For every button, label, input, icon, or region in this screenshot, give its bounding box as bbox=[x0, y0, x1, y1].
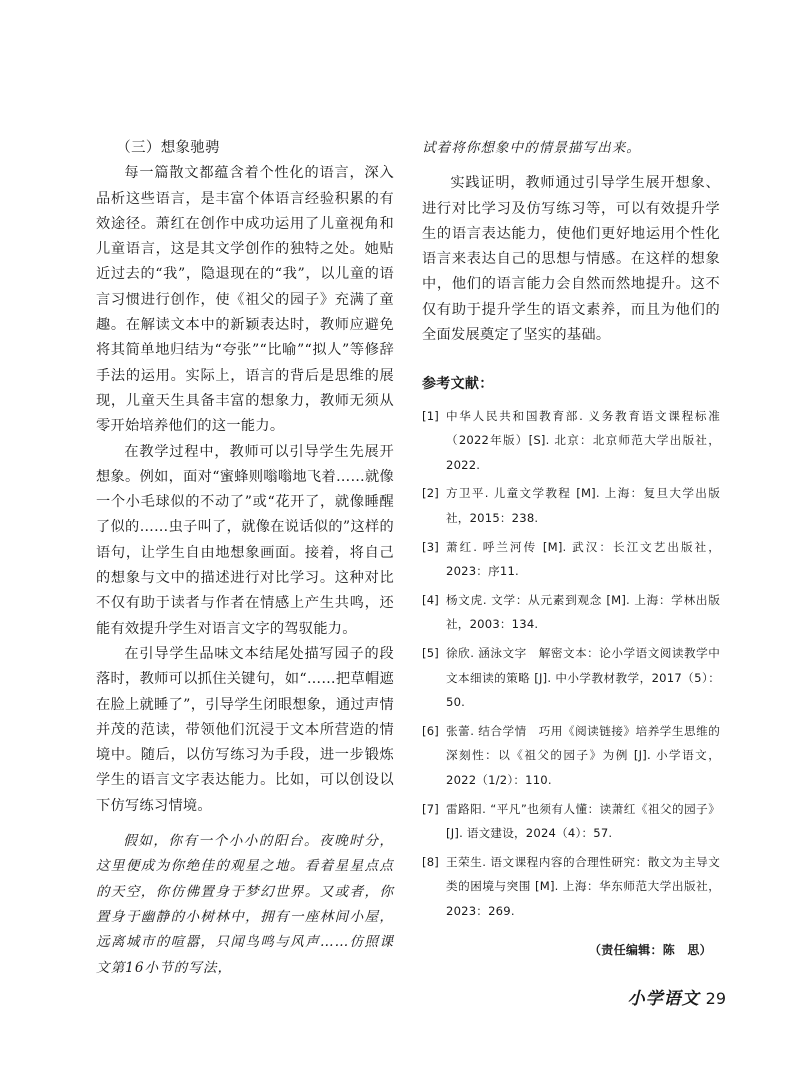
reference-text: 中华人民共和国教育部. 义务教育语文课程标准（2022年版）[S]. 北京：北京师范大学出版社，2022. bbox=[446, 408, 720, 472]
reference-item bbox=[422, 850, 720, 924]
reference-item bbox=[422, 404, 720, 478]
reference-number: [5] bbox=[422, 646, 440, 661]
reference-number: [7] bbox=[422, 801, 440, 816]
page-footer bbox=[628, 984, 726, 1009]
reference-text: 雷路阳. “平凡”也须有人懂：读萧红《祖父的园子》[J]. 语文建设，2024（4）：57. bbox=[446, 801, 720, 841]
reference-item bbox=[422, 588, 720, 637]
reference-text: 方卫平. 儿童文学教程 [M]. 上海：复旦大学出版社，2015：238. bbox=[446, 486, 720, 526]
body-paragraph: 在教学过程中，教师可以引导学生先展开想象。例如，面对“蜜蜂则嗡嗡地飞着……就像一个小毛球似的不动了”或“花开了，就像睡醒了似的……虫子叫了，就像在说话似的”这样的语句，让学生自由地想象画面。接着，将自己的想象与文中的描述进行对比学习。这种对比不仅有助于读者与作者在情感上产生共鸣，还能有效提升学生对语言文字的驾驭能力。 bbox=[96, 443, 394, 637]
reference-number: [6] bbox=[422, 723, 440, 738]
reference-item bbox=[422, 797, 720, 846]
references-list bbox=[422, 404, 720, 924]
responsible-editor: （责任编辑：陈 思） bbox=[588, 942, 712, 957]
reference-item bbox=[422, 535, 720, 584]
reference-text: 王荣生. 语文课程内容的合理性研究：散文为主导文类的困境与突围 [M]. 上海：华东师范大学出版社，2023：269. bbox=[446, 854, 720, 918]
reference-text: 萧红. 呼兰河传 [M]. 武汉：长江文艺出版社，2023：序11. bbox=[446, 539, 720, 579]
reference-text: 张蕾. 结合学情 巧用《阅读链接》培养学生思维的深刻性：以《祖父的园子》为例 [J]. 小学语文，2022（1/2）：110. bbox=[446, 723, 720, 787]
page-number: 29 bbox=[705, 989, 726, 1008]
conclusion-paragraph: 实践证明，教师通过引导学生展开想象、进行对比学习及仿写练习等，可以有效提升学生的语言表达能力，使他们更好地运用个性化语言来表达自己的思想与情感。在这样的想象中，他们的语言能力会自然而然地提升。这不仅有助于提升学生的语文素养，而且为他们的全面发展奠定了坚实的基础。 bbox=[422, 175, 720, 344]
reference-number: [1] bbox=[422, 408, 440, 423]
reference-number: [4] bbox=[422, 592, 440, 607]
reference-item bbox=[422, 641, 720, 715]
reference-number: [3] bbox=[422, 539, 440, 554]
references-heading: 参考文献： bbox=[422, 376, 494, 393]
body-paragraph: 每一篇散文都蕴含着个性化的语言，深入品析这些语言，是丰富个体语言经验积累的有效途径。萧红在创作中成功运用了儿童视角和儿童语言，这是其文学创作的独特之处。她贴近过去的“我”，隐退现在的“我”，以儿童的语言习惯进行创作，使《祖父的园子》充满了童趣。在解读文本中的新颖表达时，教师应避免将其简单地归结为“夸张”“比喻”“拟人”等修辞手法的运用。实际上，语言的背后是思维的展现，儿童天生具备丰富的想象力，教师无须从零开始培养他们的这一能力。 bbox=[96, 165, 394, 435]
reference-item bbox=[422, 481, 720, 530]
section-title: （三）想象驰骋 bbox=[116, 140, 220, 156]
reference-item bbox=[422, 719, 720, 793]
left-column bbox=[96, 136, 394, 981]
reference-number: [2] bbox=[422, 486, 440, 501]
reference-text: 杨文虎. 文学：从元素到观念 [M]. 上海：学林出版社，2003：134. bbox=[446, 592, 720, 632]
right-column bbox=[422, 136, 720, 963]
quote-continuation: 试着将你想象中的情景描写出来。 bbox=[422, 140, 641, 156]
body-paragraph: 在引导学生品味文本结尾处描写园子的段落时，教师可以抓住关键句，如“……把草帽遮在脸上就睡了”，引导学生闭眼想象，通过声情并茂的范读，带领他们沉浸于文本所营造的情境中。随后，以仿写练习为手段，进一步锻炼学生的语言文字表达能力。比如，可以创设以下仿写练习情境。 bbox=[96, 645, 394, 814]
journal-name: 小学语文 bbox=[627, 989, 700, 1009]
reference-text: 徐欣. 涵泳文字 解密文本：论小学语文阅读教学中文本细读的策略 [J]. 中小学教材教学，2017（5）：50. bbox=[446, 646, 720, 710]
reference-number: [8] bbox=[422, 854, 440, 869]
writing-prompt-quote: 假如，你有一个小小的阳台。夜晚时分，这里便成为你绝佳的观星之地。看着星星点点的天空，你仿佛置身于梦幻世界。又或者，你置身于幽静的小树林中，拥有一座林间小屋，远离城市的喧嚣，只闻鸟鸣与风声……仿照课文第16小节的写法， bbox=[96, 833, 394, 976]
